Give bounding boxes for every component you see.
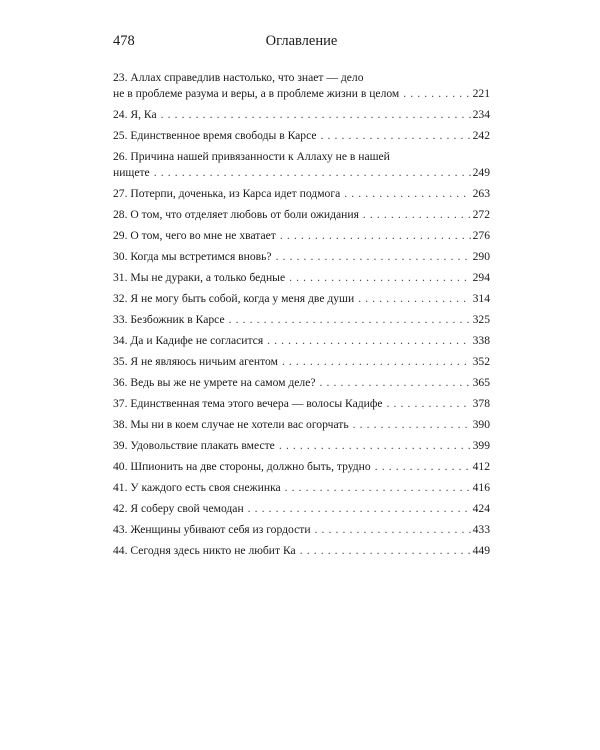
toc-entry-title: 42. Я соберу свой чемодан — [113, 502, 244, 515]
toc-entry — [113, 522, 490, 538]
toc-dot-leader — [267, 333, 470, 349]
toc-entry-title: 31. Мы не дураки, а только бедные — [113, 271, 286, 284]
toc-entry-title: 33. Безбожник в Карсе — [113, 313, 225, 326]
toc-entry-page: 365 — [472, 376, 490, 389]
toc-entry-line — [113, 312, 490, 328]
toc-entry-line — [113, 165, 490, 181]
toc-entry-page: 399 — [472, 439, 490, 452]
toc-dot-leader — [363, 207, 471, 223]
toc-entry-page: 390 — [472, 418, 490, 431]
toc-entry-page: 449 — [472, 544, 490, 557]
running-header — [113, 31, 490, 51]
toc-entry — [113, 186, 490, 202]
toc-entry-title: 32. Я не могу быть собой, когда у меня две души — [113, 292, 355, 305]
toc-entry-title: 34. Да и Кадифе не согласится — [113, 334, 264, 347]
toc-entry-first-line: 23. Аллах справедлив настолько, что знает — дело — [113, 71, 364, 84]
toc-dot-leader — [282, 354, 471, 370]
toc-dot-leader — [161, 107, 471, 123]
toc-entry — [113, 333, 490, 349]
toc-entry-title: 29. О том, чего во мне не хватает — [113, 229, 276, 242]
toc-entry-line — [113, 480, 490, 496]
toc-entry-line — [113, 417, 490, 433]
toc-entry-title: 40. Шпионить на две стороны, должно быть, трудно — [113, 460, 371, 473]
toc-entry-page: 416 — [472, 481, 490, 494]
toc-dot-leader — [276, 249, 471, 265]
toc-entry-title: 37. Единственная тема этого вечера — волосы Кадифе — [113, 397, 383, 410]
toc-entry-line — [113, 249, 490, 265]
toc-entry — [113, 459, 490, 475]
toc-entry-page: 249 — [472, 166, 490, 179]
toc-entry-title: 27. Потерпи, доченька, из Карса идет подмога — [113, 187, 341, 200]
toc-entry — [113, 543, 490, 559]
toc-entry-line — [113, 228, 490, 244]
toc-entry-title: 24. Я, Ка — [113, 108, 157, 121]
toc-entry — [113, 228, 490, 244]
toc-entry-line — [113, 107, 490, 123]
toc-entry — [113, 417, 490, 433]
toc-dot-leader — [375, 459, 471, 475]
toc-entry-line — [113, 354, 490, 370]
header-title: Оглавление — [265, 33, 338, 49]
toc-entry-page: 272 — [472, 208, 490, 221]
toc-entry-title: 25. Единственное время свободы в Карсе — [113, 129, 317, 142]
toc-dot-leader — [289, 270, 471, 286]
toc-entry-line — [113, 459, 490, 475]
toc-dot-leader — [280, 228, 471, 244]
toc-entry — [113, 312, 490, 328]
toc-dot-leader — [248, 501, 471, 517]
toc-entry — [113, 438, 490, 454]
toc-entry-line — [113, 333, 490, 349]
toc-entry-title: 38. Мы ни в коем случае не хотели вас огорчать — [113, 418, 349, 431]
toc-dot-leader — [358, 291, 470, 307]
toc-dot-leader — [321, 128, 471, 144]
toc-dot-leader — [320, 375, 471, 391]
toc-entry — [113, 501, 490, 517]
toc-dot-leader — [403, 86, 470, 102]
toc-dot-leader — [315, 522, 471, 538]
toc-entry-title: 41. У каждого есть своя снежинка — [113, 481, 281, 494]
toc-dot-leader — [300, 543, 471, 559]
toc-entry — [113, 207, 490, 223]
toc-entry-line — [113, 543, 490, 559]
toc-dot-leader — [285, 480, 471, 496]
toc-entry-page: 412 — [472, 460, 490, 473]
toc-entry-page: 221 — [472, 87, 490, 100]
toc-entry-line — [113, 438, 490, 454]
toc-entry-page: 338 — [472, 334, 490, 347]
toc-entry-line — [113, 86, 490, 102]
toc-entry-page: 234 — [472, 108, 490, 121]
toc-entry — [113, 70, 490, 102]
toc-entry-title: 30. Когда мы встретимся вновь? — [113, 250, 272, 263]
toc-entry-title: 28. О том, что отделяет любовь от боли ожидания — [113, 208, 359, 221]
toc-entry-line — [113, 186, 490, 202]
toc-entry-title: 43. Женщины убивают себя из гордости — [113, 523, 311, 536]
toc-entry-first-line: 26. Причина нашей привязанности к Аллаху не в нашей — [113, 150, 390, 163]
toc-entry — [113, 249, 490, 265]
toc-entry-line — [113, 270, 490, 286]
toc-entry-page: 352 — [472, 355, 490, 368]
page-number: 478 — [113, 33, 135, 49]
toc-dot-leader — [387, 396, 471, 412]
toc-dot-leader — [353, 417, 471, 433]
toc-entry-title: 36. Ведь вы же не умрете на самом деле? — [113, 376, 316, 389]
toc-entry — [113, 354, 490, 370]
toc-entry — [113, 480, 490, 496]
toc-entry-title: нищете — [113, 166, 150, 179]
toc-entry — [113, 149, 490, 181]
toc-dot-leader — [154, 165, 471, 181]
toc-entry-page: 290 — [472, 250, 490, 263]
toc-entry-title: 44. Сегодня здесь никто не любит Ка — [113, 544, 296, 557]
toc-entry — [113, 270, 490, 286]
toc-entry-line — [113, 291, 490, 307]
toc-dot-leader — [344, 186, 470, 202]
toc-entry-title: 39. Удовольствие плакать вместе — [113, 439, 275, 452]
toc-entry-line — [113, 207, 490, 223]
toc-entry-page: 276 — [472, 229, 490, 242]
toc-entry-page: 263 — [472, 187, 490, 200]
toc-entry — [113, 291, 490, 307]
toc-entry-page: 424 — [472, 502, 490, 515]
table-of-contents — [113, 70, 490, 564]
toc-entry-line — [113, 128, 490, 144]
toc-entry — [113, 375, 490, 391]
toc-entry-page: 433 — [472, 523, 490, 536]
toc-entry-line — [113, 501, 490, 517]
toc-entry-line — [113, 375, 490, 391]
toc-dot-leader — [229, 312, 471, 328]
toc-entry — [113, 107, 490, 123]
toc-entry-title: не в проблеме разума и веры, а в проблеме жизни в целом — [113, 87, 400, 100]
toc-entry-page: 242 — [472, 129, 490, 142]
toc-dot-leader — [279, 438, 471, 454]
toc-entry-page: 378 — [472, 397, 490, 410]
toc-entry-page: 325 — [472, 313, 490, 326]
toc-entry-page: 314 — [472, 292, 490, 305]
toc-entry-line — [113, 522, 490, 538]
toc-entry-page: 294 — [472, 271, 490, 284]
toc-entry-line — [113, 396, 490, 412]
toc-entry — [113, 396, 490, 412]
toc-entry-title: 35. Я не являюсь ничьим агентом — [113, 355, 278, 368]
toc-entry — [113, 128, 490, 144]
